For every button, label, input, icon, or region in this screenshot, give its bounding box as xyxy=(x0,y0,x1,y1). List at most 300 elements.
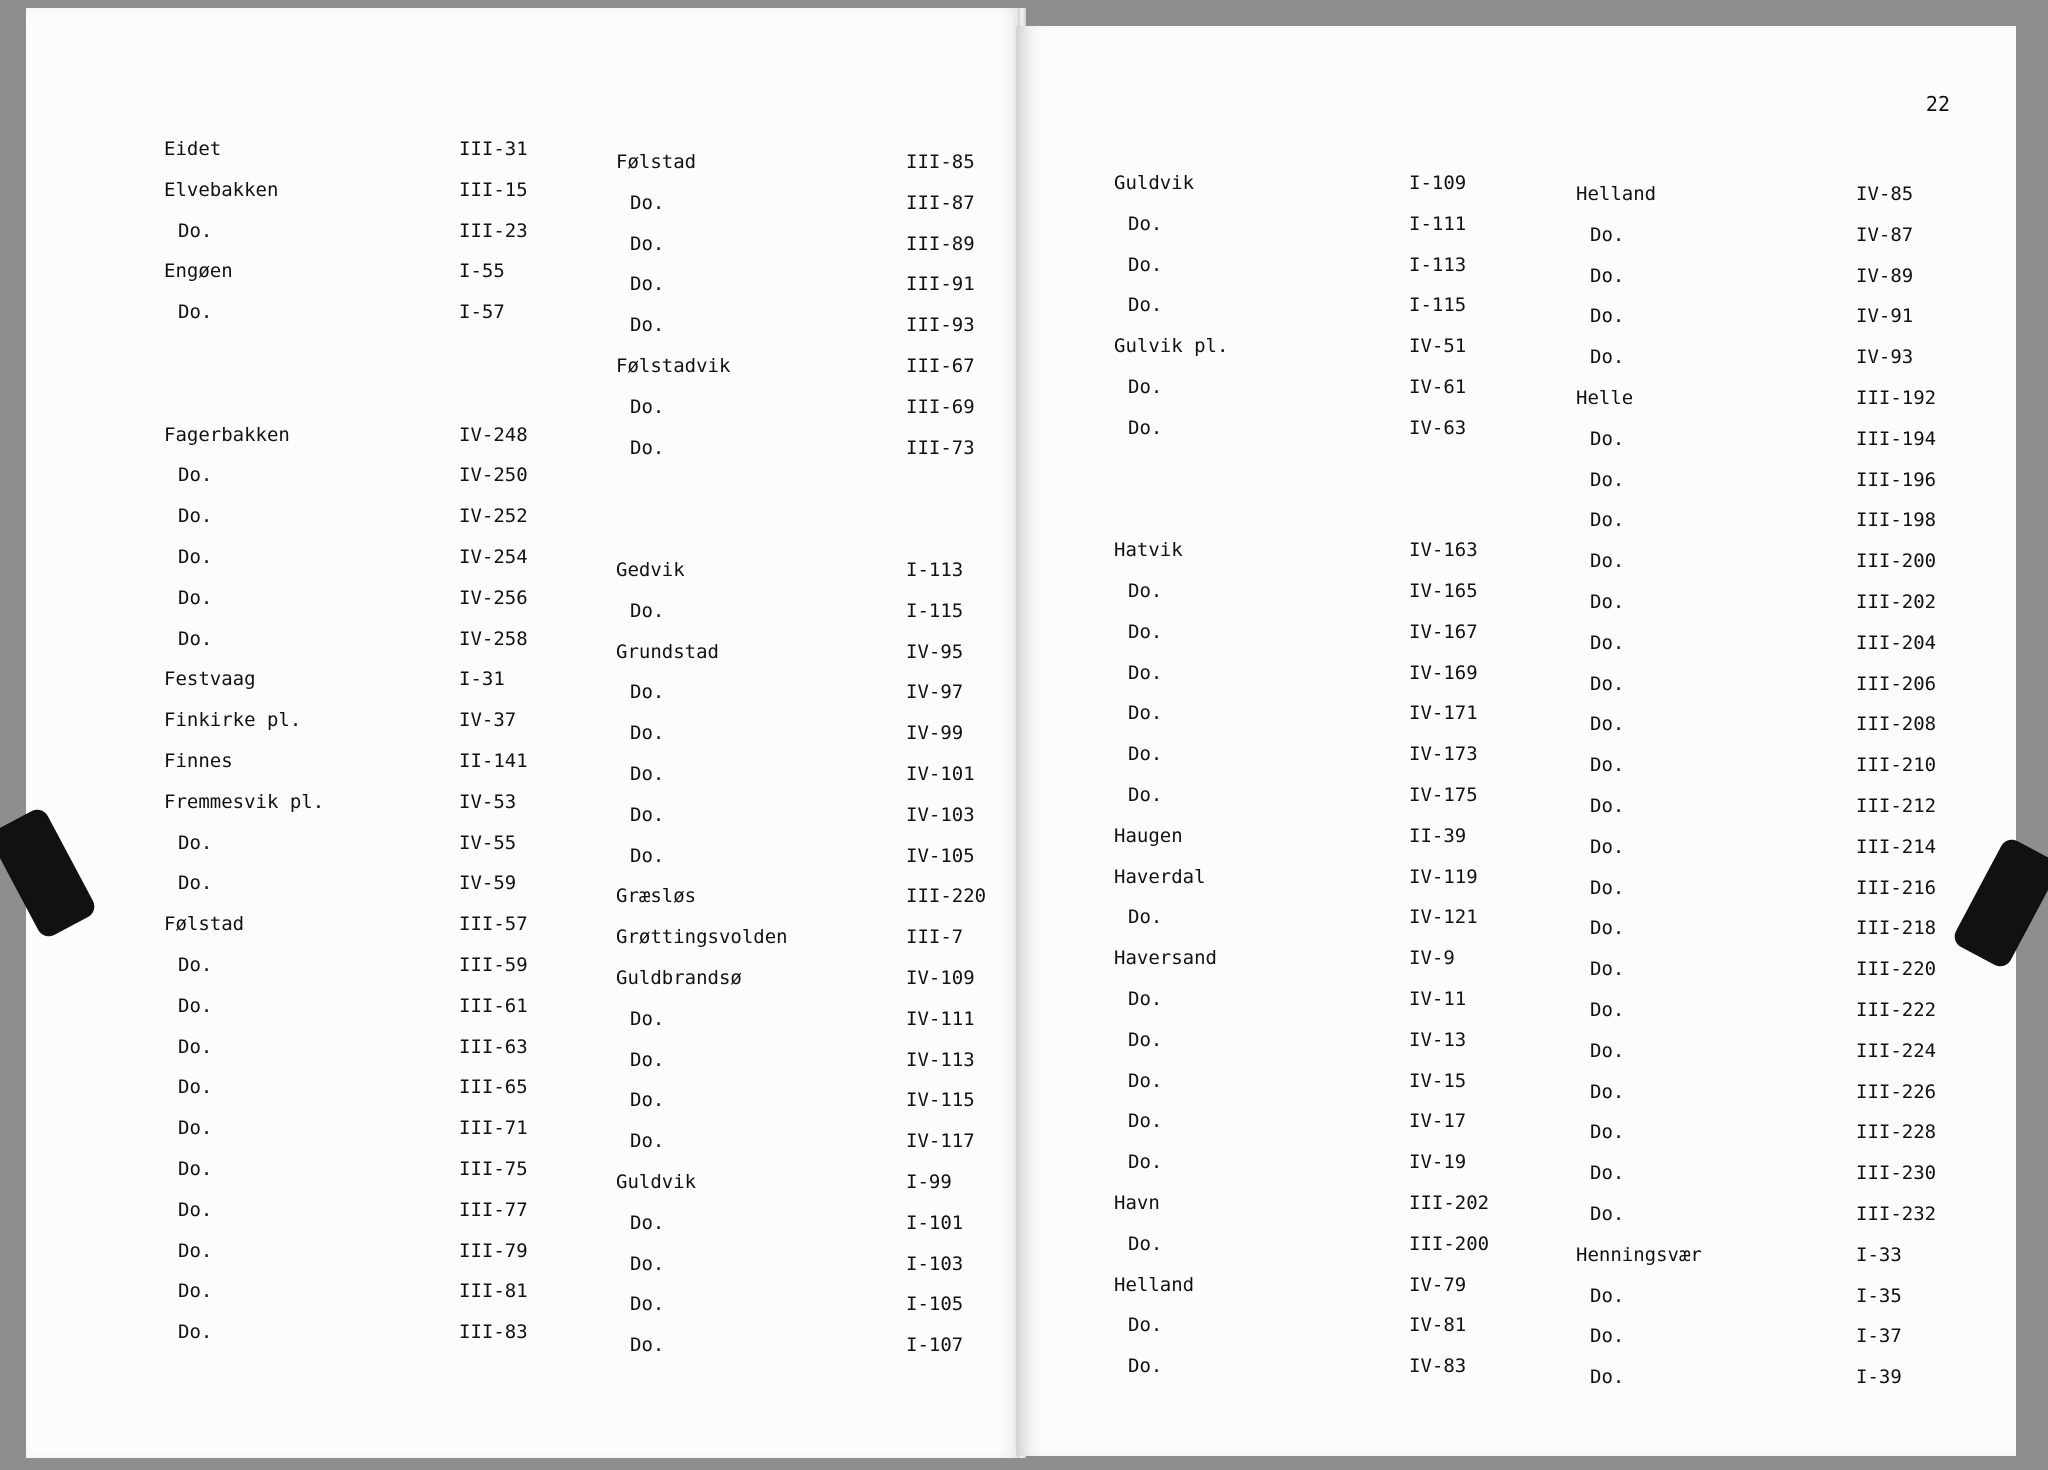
place-name: Do. xyxy=(178,831,213,854)
index-entry xyxy=(1576,713,2006,754)
place-name: Do. xyxy=(1128,375,1163,398)
place-name: Henningsvær xyxy=(1576,1243,1702,1266)
index-entry xyxy=(616,885,1046,926)
index-entry xyxy=(1576,346,2006,387)
place-name: Do. xyxy=(1128,987,1163,1010)
place-name: Helle xyxy=(1576,386,1634,409)
volume-reference: IV-163 xyxy=(1409,539,1478,562)
index-entry xyxy=(616,722,1046,763)
volume-reference: III-75 xyxy=(459,1157,528,1180)
index-entry xyxy=(616,681,1046,722)
place-name: Do. xyxy=(1590,835,1625,858)
place-name: Do. xyxy=(630,599,665,622)
index-entry xyxy=(616,355,1046,396)
volume-reference: IV-171 xyxy=(1409,702,1478,725)
volume-reference: IV-248 xyxy=(459,423,528,446)
index-entry xyxy=(616,151,1046,192)
volume-reference: IV-109 xyxy=(906,966,975,989)
index-entry xyxy=(1576,673,2006,714)
index-entry xyxy=(616,1049,1046,1090)
volume-reference: III-91 xyxy=(906,273,975,296)
index-entry xyxy=(1114,376,1544,417)
volume-reference: III-59 xyxy=(459,953,528,976)
index-entry xyxy=(1114,539,1544,580)
volume-reference: I-109 xyxy=(1409,172,1467,194)
index-entry xyxy=(616,1171,1046,1212)
volume-reference: III-89 xyxy=(906,232,975,255)
place-name: Do. xyxy=(178,1280,213,1303)
page-number: 22 xyxy=(1925,92,1950,116)
place-name: Do. xyxy=(178,1076,213,1099)
place-name: Do. xyxy=(1128,620,1163,643)
volume-reference: IV-61 xyxy=(1409,375,1467,398)
place-name: Do. xyxy=(1128,212,1163,235)
volume-reference: IV-11 xyxy=(1409,987,1467,1010)
index-entry xyxy=(1576,509,2006,550)
index-entry xyxy=(1114,784,1544,825)
place-name: Do. xyxy=(1590,305,1625,328)
index-entry xyxy=(1114,906,1544,947)
place-name: Do. xyxy=(1590,590,1625,613)
volume-reference: IV-95 xyxy=(906,640,964,663)
place-name: Do. xyxy=(1590,998,1625,1021)
index-entry xyxy=(616,926,1046,967)
place-name: Do. xyxy=(1590,509,1625,532)
volume-reference: I-99 xyxy=(906,1170,952,1193)
place-name: Do. xyxy=(1128,1355,1163,1378)
index-entry xyxy=(1576,224,2006,265)
place-name: Do. xyxy=(1590,794,1625,817)
index-entry xyxy=(1114,1029,1544,1070)
volume-reference: III-81 xyxy=(459,1280,528,1303)
place-name: Grundstad xyxy=(616,640,719,663)
place-name: Hatvik xyxy=(1114,539,1183,562)
place-name: Do. xyxy=(1590,468,1625,491)
volume-reference: III-212 xyxy=(1856,794,1937,817)
volume-reference: III-71 xyxy=(459,1117,528,1140)
index-entry xyxy=(1114,335,1544,376)
place-name: Helland xyxy=(1114,1273,1195,1296)
index-entry xyxy=(1576,469,2006,510)
volume-reference: IV-250 xyxy=(459,464,528,487)
volume-reference: III-31 xyxy=(459,138,528,160)
place-name: Do. xyxy=(178,586,213,609)
index-entry xyxy=(1114,213,1544,254)
index-entry xyxy=(616,314,1046,355)
place-name: Guldbrandsø xyxy=(616,966,742,989)
index-entry xyxy=(1576,1244,2006,1285)
place-name: Do. xyxy=(630,191,665,214)
place-name: Do. xyxy=(1128,579,1163,602)
index-entry xyxy=(1114,825,1544,866)
index-entry xyxy=(616,1293,1046,1334)
index-entry xyxy=(164,260,594,301)
place-name: Do. xyxy=(1590,1039,1625,1062)
volume-reference: IV-167 xyxy=(1409,620,1478,643)
index-entry xyxy=(1576,1081,2006,1122)
volume-reference: III-23 xyxy=(459,219,528,242)
index-entry xyxy=(164,709,594,750)
index-entry xyxy=(1576,958,2006,999)
index-entry xyxy=(164,220,594,261)
volume-reference: III-218 xyxy=(1856,917,1937,940)
place-name: Do. xyxy=(630,1211,665,1234)
index-entry xyxy=(164,791,594,832)
volume-reference: III-79 xyxy=(459,1239,528,1262)
index-entry xyxy=(164,872,594,913)
index-entry xyxy=(164,1158,594,1199)
index-entry xyxy=(164,464,594,505)
volume-reference: III-226 xyxy=(1856,1080,1937,1103)
volume-reference: I-101 xyxy=(906,1211,964,1234)
place-name: Følstad xyxy=(164,913,245,936)
place-name: Haugen xyxy=(1114,824,1183,847)
index-entry xyxy=(164,179,594,220)
volume-reference: III-228 xyxy=(1856,1121,1937,1144)
volume-reference: IV-252 xyxy=(459,505,528,528)
volume-reference: IV-105 xyxy=(906,844,975,867)
place-name: Fagerbakken xyxy=(164,423,290,446)
index-entry xyxy=(164,424,594,465)
volume-reference: I-39 xyxy=(1856,1366,1902,1389)
volume-reference: III-61 xyxy=(459,994,528,1017)
place-name: Græsløs xyxy=(616,885,697,908)
index-entry xyxy=(164,505,594,546)
index-entry xyxy=(164,301,594,342)
place-name: Do. xyxy=(630,1130,665,1153)
volume-reference: IV-17 xyxy=(1409,1110,1467,1133)
place-name: Festvaag xyxy=(164,668,256,691)
index-entry xyxy=(164,1199,594,1240)
volume-reference: IV-19 xyxy=(1409,1151,1467,1174)
place-name: Do. xyxy=(1128,416,1163,439)
place-name: Elvebakken xyxy=(164,178,279,201)
index-entry xyxy=(1114,702,1544,743)
place-name: Do. xyxy=(630,273,665,296)
place-name: Do. xyxy=(178,953,213,976)
place-name: Do. xyxy=(1128,1314,1163,1337)
index-entry xyxy=(1576,1040,2006,1081)
index-entry xyxy=(1576,836,2006,877)
place-name: Følstad xyxy=(616,151,697,173)
place-name: Do. xyxy=(1128,702,1163,725)
place-name: Do. xyxy=(178,464,213,487)
place-name: Do. xyxy=(630,1252,665,1275)
place-name: Do. xyxy=(1590,672,1625,695)
volume-reference: IV-89 xyxy=(1856,264,1914,287)
volume-reference: III-216 xyxy=(1856,876,1937,899)
volume-reference: IV-13 xyxy=(1409,1028,1467,1051)
volume-reference: IV-113 xyxy=(906,1048,975,1071)
volume-reference: III-65 xyxy=(459,1076,528,1099)
volume-reference: IV-165 xyxy=(1409,579,1478,602)
index-entry xyxy=(1114,458,1544,499)
index-entry xyxy=(1576,999,2006,1040)
place-name: Havn xyxy=(1114,1191,1160,1214)
index-entry xyxy=(616,396,1046,437)
place-name: Do. xyxy=(1590,427,1625,450)
volume-reference: IV-99 xyxy=(906,722,964,745)
volume-reference: IV-256 xyxy=(459,586,528,609)
index-entry xyxy=(1576,265,2006,306)
volume-reference: IV-81 xyxy=(1409,1314,1467,1337)
index-entry xyxy=(1576,795,2006,836)
volume-reference: III-83 xyxy=(459,1321,528,1344)
volume-reference: III-208 xyxy=(1856,713,1937,736)
volume-reference: III-93 xyxy=(906,314,975,337)
volume-reference: III-196 xyxy=(1856,468,1937,491)
place-name: Do. xyxy=(1590,1080,1625,1103)
place-name: Haversand xyxy=(1114,947,1217,970)
index-entry xyxy=(1114,743,1544,784)
volume-reference: I-103 xyxy=(906,1252,964,1275)
place-name: Do. xyxy=(178,545,213,568)
index-entry xyxy=(616,1212,1046,1253)
index-entry xyxy=(1576,550,2006,591)
place-name: Do. xyxy=(1590,1162,1625,1185)
place-name: Do. xyxy=(1590,1202,1625,1225)
volume-reference: IV-254 xyxy=(459,545,528,568)
left-page xyxy=(26,8,1026,1458)
right-page xyxy=(1016,26,2016,1456)
place-name: Do. xyxy=(1590,346,1625,369)
place-name: Engøen xyxy=(164,260,233,283)
volume-reference: III-67 xyxy=(906,354,975,377)
place-name: Do. xyxy=(178,1157,213,1180)
index-entry xyxy=(1576,1203,2006,1244)
volume-reference: IV-15 xyxy=(1409,1069,1467,1092)
place-name: Do. xyxy=(630,395,665,418)
volume-reference: IV-117 xyxy=(906,1130,975,1153)
volume-reference: I-111 xyxy=(1409,212,1467,235)
volume-reference: IV-53 xyxy=(459,790,517,813)
place-name: Do. xyxy=(178,1239,213,1262)
right-page-column-1 xyxy=(1114,172,1544,1396)
index-entry xyxy=(1114,1355,1544,1396)
volume-reference: IV-169 xyxy=(1409,661,1478,684)
place-name: Do. xyxy=(1590,223,1625,246)
volume-reference: IV-63 xyxy=(1409,416,1467,439)
index-entry xyxy=(616,600,1046,641)
index-entry xyxy=(616,641,1046,682)
index-entry xyxy=(616,233,1046,274)
place-name: Finnes xyxy=(164,749,233,772)
place-name: Do. xyxy=(178,627,213,650)
index-entry xyxy=(164,587,594,628)
index-entry xyxy=(616,192,1046,233)
place-name: Do. xyxy=(1128,294,1163,317)
index-entry xyxy=(616,477,1046,518)
index-entry xyxy=(1576,591,2006,632)
index-entry xyxy=(164,1240,594,1281)
index-entry xyxy=(164,750,594,791)
volume-reference: III-87 xyxy=(906,191,975,214)
volume-reference: III-200 xyxy=(1856,550,1937,573)
left-page-column-1 xyxy=(164,138,594,1362)
volume-reference: III-69 xyxy=(906,395,975,418)
volume-reference: III-220 xyxy=(1856,958,1937,981)
index-entry xyxy=(1114,947,1544,988)
place-name: Do. xyxy=(178,301,213,324)
volume-reference: I-31 xyxy=(459,668,505,691)
volume-reference: IV-101 xyxy=(906,762,975,785)
place-name: Gedvik xyxy=(616,558,685,581)
place-name: Do. xyxy=(630,681,665,704)
index-entry xyxy=(164,1076,594,1117)
index-entry xyxy=(1576,1325,2006,1366)
volume-reference: IV-97 xyxy=(906,681,964,704)
volume-reference: IV-79 xyxy=(1409,1273,1467,1296)
volume-reference: IV-111 xyxy=(906,1007,975,1030)
place-name: Do. xyxy=(630,1007,665,1030)
place-name: Do. xyxy=(1590,264,1625,287)
volume-reference: IV-91 xyxy=(1856,305,1914,328)
place-name: Fremmesvik pl. xyxy=(164,790,325,813)
index-entry xyxy=(164,954,594,995)
place-name: Do. xyxy=(1128,1151,1163,1174)
index-entry xyxy=(164,1321,594,1362)
index-entry xyxy=(164,1036,594,1077)
book-spread xyxy=(18,8,2023,1458)
volume-reference: IV-93 xyxy=(1856,346,1914,369)
place-name: Do. xyxy=(1128,743,1163,766)
volume-reference: III-210 xyxy=(1856,754,1937,777)
place-name: Do. xyxy=(178,872,213,895)
index-entry xyxy=(1576,1366,2006,1407)
volume-reference: III-220 xyxy=(906,885,987,908)
index-entry xyxy=(164,1117,594,1158)
index-entry xyxy=(616,845,1046,886)
place-name: Do. xyxy=(1590,713,1625,736)
index-entry xyxy=(1576,1121,2006,1162)
index-entry xyxy=(1114,988,1544,1029)
place-name: Do. xyxy=(178,1035,213,1058)
place-name: Do. xyxy=(630,1334,665,1357)
place-name: Eidet xyxy=(164,138,222,160)
place-name: Do. xyxy=(1128,1110,1163,1133)
volume-reference: III-232 xyxy=(1856,1202,1937,1225)
index-entry xyxy=(1114,1314,1544,1355)
volume-reference: III-202 xyxy=(1856,590,1937,613)
left-page-column-2 xyxy=(616,151,1046,1375)
index-entry xyxy=(1114,294,1544,335)
place-name: Haverdal xyxy=(1114,865,1206,888)
volume-reference: IV-175 xyxy=(1409,783,1478,806)
index-entry xyxy=(1114,1110,1544,1151)
volume-reference: IV-119 xyxy=(1409,865,1478,888)
place-name: Do. xyxy=(1590,876,1625,899)
index-entry xyxy=(1576,917,2006,958)
index-entry xyxy=(1114,254,1544,295)
index-entry xyxy=(164,342,594,383)
volume-reference: IV-37 xyxy=(459,709,517,732)
place-name: Do. xyxy=(178,1321,213,1344)
volume-reference: III-214 xyxy=(1856,835,1937,858)
index-entry xyxy=(616,1089,1046,1130)
volume-reference: I-57 xyxy=(459,301,505,324)
place-name: Do. xyxy=(1128,1069,1163,1092)
volume-reference: III-73 xyxy=(906,436,975,459)
place-name: Do. xyxy=(630,803,665,826)
volume-reference: I-35 xyxy=(1856,1284,1902,1307)
place-name: Grøttingsvolden xyxy=(616,926,788,949)
volume-reference: I-113 xyxy=(1409,253,1467,276)
volume-reference: I-105 xyxy=(906,1293,964,1316)
volume-reference: I-33 xyxy=(1856,1243,1902,1266)
place-name: Do. xyxy=(1128,253,1163,276)
index-entry xyxy=(164,832,594,873)
index-entry xyxy=(164,995,594,1036)
index-entry xyxy=(1114,417,1544,458)
volume-reference: I-115 xyxy=(906,599,964,622)
volume-reference: IV-173 xyxy=(1409,743,1478,766)
index-entry xyxy=(1576,183,2006,224)
place-name: Do. xyxy=(630,314,665,337)
index-entry xyxy=(616,559,1046,600)
index-entry xyxy=(616,1253,1046,1294)
place-name: Do. xyxy=(1590,631,1625,654)
volume-reference: III-204 xyxy=(1856,631,1937,654)
volume-reference: IV-85 xyxy=(1856,183,1914,205)
index-entry xyxy=(1114,1151,1544,1192)
index-entry xyxy=(1114,1233,1544,1274)
index-entry xyxy=(1576,305,2006,346)
index-entry xyxy=(616,1334,1046,1375)
volume-reference: III-63 xyxy=(459,1035,528,1058)
volume-reference: IV-103 xyxy=(906,803,975,826)
place-name: Finkirke pl. xyxy=(164,709,302,732)
index-entry xyxy=(616,437,1046,478)
place-name: Do. xyxy=(178,994,213,1017)
volume-reference: I-55 xyxy=(459,260,505,283)
place-name: Do. xyxy=(178,1117,213,1140)
volume-reference: IV-51 xyxy=(1409,335,1467,358)
index-entry xyxy=(1576,1162,2006,1203)
index-entry xyxy=(616,518,1046,559)
index-entry xyxy=(164,628,594,669)
volume-reference: III-7 xyxy=(906,926,964,949)
place-name: Do. xyxy=(1590,958,1625,981)
index-entry xyxy=(1114,866,1544,907)
index-entry xyxy=(164,668,594,709)
index-entry xyxy=(1114,662,1544,703)
index-entry xyxy=(616,967,1046,1008)
volume-reference: I-115 xyxy=(1409,294,1467,317)
place-name: Do. xyxy=(178,1198,213,1221)
volume-reference: IV-115 xyxy=(906,1089,975,1112)
place-name: Do. xyxy=(178,219,213,242)
index-entry xyxy=(616,804,1046,845)
place-name: Do. xyxy=(630,436,665,459)
index-entry xyxy=(1114,498,1544,539)
volume-reference: IV-9 xyxy=(1409,947,1455,970)
index-entry xyxy=(164,1280,594,1321)
place-name: Do. xyxy=(1590,550,1625,573)
index-entry xyxy=(616,273,1046,314)
volume-reference: II-141 xyxy=(459,749,528,772)
place-name: Do. xyxy=(1128,783,1163,806)
place-name: Do. xyxy=(1128,906,1163,929)
volume-reference: IV-55 xyxy=(459,831,517,854)
volume-reference: III-15 xyxy=(459,178,528,201)
index-entry xyxy=(1114,1070,1544,1111)
place-name: Do. xyxy=(1590,1366,1625,1389)
volume-reference: IV-121 xyxy=(1409,906,1478,929)
volume-reference: III-85 xyxy=(906,151,975,173)
volume-reference: I-113 xyxy=(906,558,964,581)
index-entry xyxy=(1114,1192,1544,1233)
volume-reference: III-198 xyxy=(1856,509,1937,532)
